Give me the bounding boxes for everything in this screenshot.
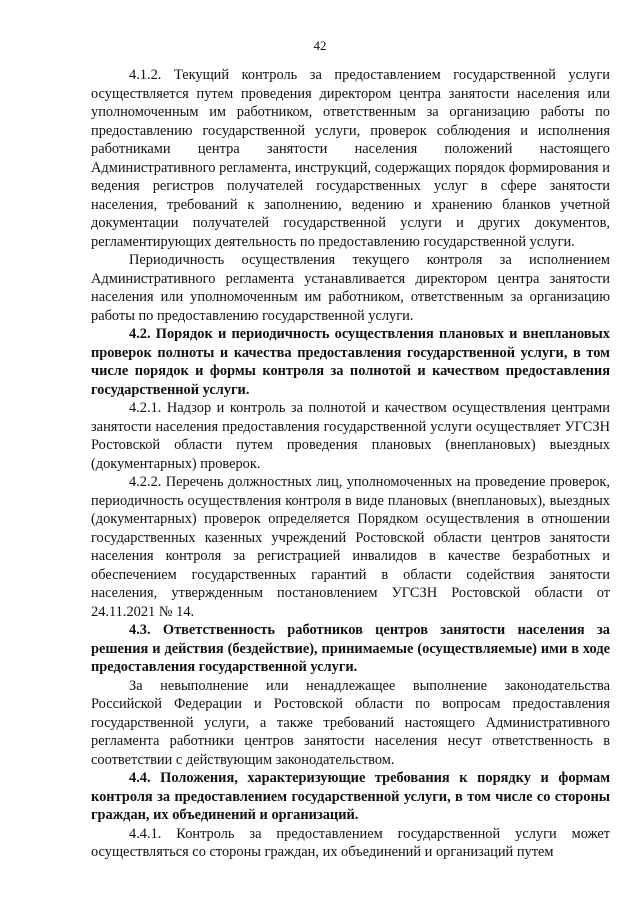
- section-heading-4-2: 4.2. Порядок и периодичность осуществления плановых и внеплановых проверок полноты и качества предоставления государственной услуги, в том числе порядок и формы контроля за полнотой и качеством предоставления государственной услуги.: [91, 326, 610, 398]
- page-number: 42: [313, 38, 327, 53]
- paragraph-responsibility: За невыполнение или ненадлежащее выполнение законодательства Российской Федерации и Ростовской области по вопросам предоставления государственной услуги, а также требований настоящего Административного регламента работники центров занятости населения несут ответственность в соответствии с действующим законодательством.: [91, 677, 610, 768]
- paragraph-4-4-1: 4.4.1. Контроль за предоставлением государственной услуги может осуществляться со стороны граждан, их объединений и организаций путем: [91, 825, 610, 860]
- section-heading-4-3: 4.3. Ответственность работников центров занятости населения за решения и действия (бездействие), принимаемые (осуществляемые) ими в ходе предоставления государственной услуги.: [91, 622, 610, 675]
- section-heading-4-4: 4.4. Положения, характеризующие требования к порядку и формам контроля за предоставлением государственной услуги, в том числе со стороны граждан, их объединений и организаций.: [91, 770, 610, 823]
- page-content: [91, 66, 610, 862]
- paragraph-4-1-2: 4.1.2. Текущий контроль за предоставлением государственной услуги осуществляется путем проведения директором центра занятости населения или уполномоченным им работником, ответственным за организацию работы по предоставлению государственной услуги, проверок соблюдения и исполнения работниками центра занятости населения положений настоящего Административного регламента, инструкций, содержащих порядок формирования и ведения регистров получателей государственных услуг в сфере занятости населения, требований к заполнению, ведению и хранению бланков учетной документации получателей государственной услуги и других документов, регламентирующих деятельность по предоставлению государственной услуги.: [91, 67, 610, 250]
- paragraph-4-2-1: 4.2.1. Надзор и контроль за полнотой и качеством осуществления центрами занятости населения предоставления государственной услуги осуществляет УГСЗН Ростовской области путем проведения плановых (внеплановых) выездных (документарных) проверок.: [91, 400, 610, 472]
- paragraph-control-periodicity: Периодичность осуществления текущего контроля за исполнением Административного регламента устанавливается директором центра занятости населения или уполномоченным им работником, ответственным за организацию работы по предоставлению государственной услуги.: [91, 252, 610, 324]
- paragraph-4-2-2: 4.2.2. Перечень должностных лиц, уполномоченных на проведение проверок, периодичность осуществления контроля в виде плановых (внеплановых), выездных (документарных) проверок определяется Порядком осуществления в отношении государственных казенных учреждений Ростовской области центров занятости населения контроля за регистрацией инвалидов в качестве безработных и обеспечением государственных гарантий в области содействия занятости населения, утвержденным постановлением УГСЗН Ростовской области от 24.11.2021 № 14.: [91, 474, 610, 620]
